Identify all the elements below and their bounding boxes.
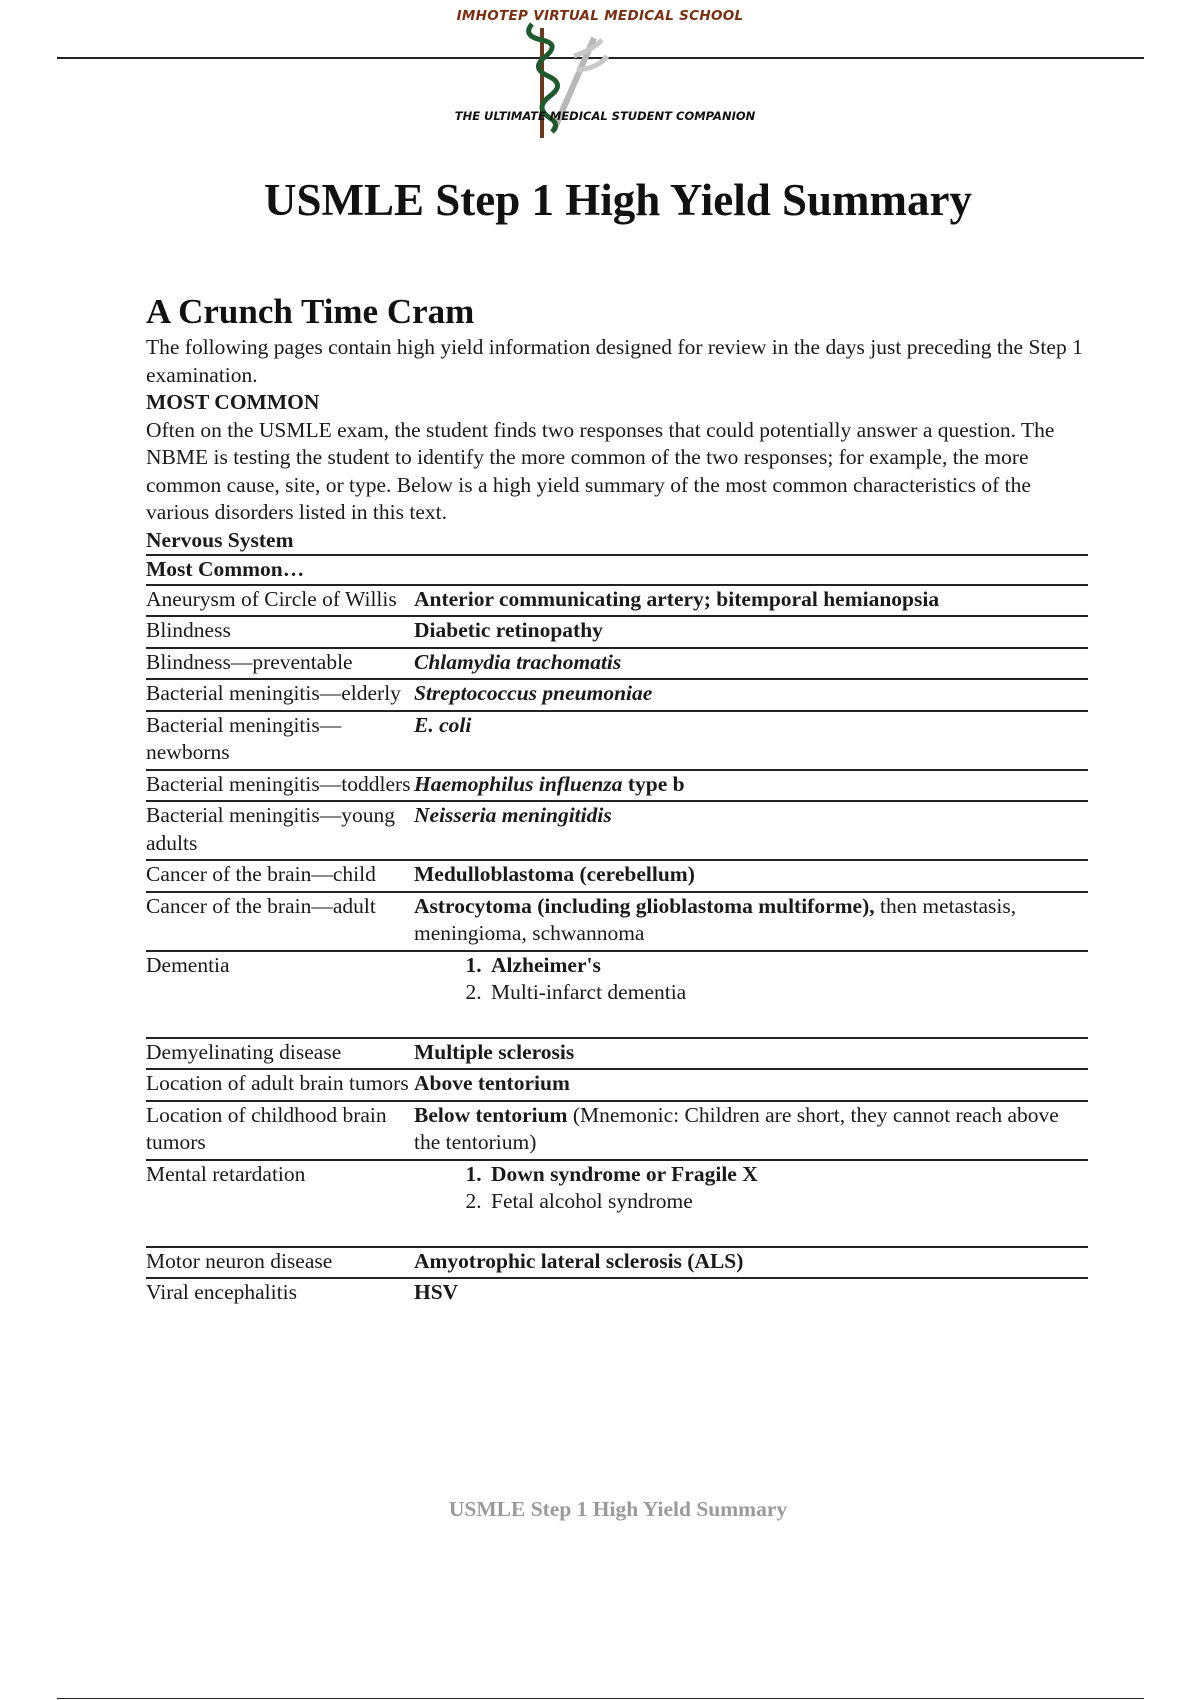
tagline: THE ULTIMATE MEDICAL STUDENT COMPANION: [454, 109, 756, 123]
list-item: 2. Fetal alcohol syndrome: [487, 1188, 1088, 1216]
row-term: Location of childhood brain tumors: [146, 1102, 387, 1154]
row-term: Bacterial meningitis—elderly: [146, 681, 401, 705]
row-answer: [414, 892, 1088, 951]
list-item: 1. Alzheimer's: [487, 952, 1088, 980]
row-answer: Above tentorium: [414, 1071, 570, 1095]
page-footer: USMLE Step 1 High Yield Summary: [448, 1497, 788, 1521]
answer-bold-part: Below tentorium: [414, 1102, 568, 1127]
table-row: [146, 711, 1088, 770]
answer-rest: then metastasis, meningioma, schwannoma: [414, 893, 1017, 945]
row-answer: [414, 951, 1088, 1038]
system-label: Nervous System: [146, 527, 1088, 557]
answer-list: [414, 952, 1088, 1035]
row-term: Bacterial meningitis—toddlers: [146, 771, 411, 796]
row-term: Bacterial meningitis—newborns: [146, 712, 342, 764]
table-row: [146, 679, 1088, 711]
table-header: Most Common…: [146, 556, 1088, 586]
table-row: [146, 616, 1088, 648]
row-term: Blindness: [146, 618, 231, 642]
row-term: Mental retardation: [146, 1161, 306, 1186]
row-term: Motor neuron disease: [146, 1248, 333, 1273]
table-row: [146, 648, 1088, 680]
row-term: Viral encephalitis: [146, 1280, 297, 1304]
row-term: Cancer of the brain—child: [146, 862, 376, 886]
row-term: Cancer of the brain—adult: [146, 893, 376, 918]
table-row: [146, 1038, 1088, 1070]
table-row: [146, 770, 1088, 802]
row-answer: Diabetic retinopathy: [414, 618, 603, 642]
table-row: [146, 1278, 1088, 1309]
school-name: IMHOTEP VIRTUAL MEDICAL SCHOOL: [456, 8, 744, 24]
document-title: USMLE Step 1 High Yield Summary: [264, 175, 972, 225]
intro-paragraph: The following pages contain high yield information designed for review in the days just preceding the Step 1 examination.: [146, 335, 1083, 387]
row-term: Aneurysm of Circle of Willis: [146, 586, 397, 611]
row-answer: Amyotrophic lateral sclerosis (ALS): [414, 1248, 744, 1273]
table-row: [146, 586, 1088, 617]
row-answer: Medulloblastoma (cerebellum): [414, 862, 695, 886]
table-row: [146, 1247, 1088, 1279]
row-answer: [414, 1101, 1088, 1160]
row-term: Location of adult brain tumors: [146, 1071, 409, 1095]
table-row: [146, 1101, 1088, 1160]
document-body: [146, 290, 1088, 1309]
most-common-heading: MOST COMMON: [146, 390, 320, 414]
answer-italic-part: Haemophilus influenza: [414, 771, 623, 796]
most-common-table: [146, 586, 1088, 1309]
table-row: [146, 892, 1088, 951]
row-answer: Multiple sclerosis: [414, 1039, 575, 1064]
row-term: Bacterial meningitis—young adults: [146, 803, 395, 855]
row-answer: [414, 770, 1088, 802]
section-heading: A Crunch Time Cram: [146, 292, 475, 331]
row-answer: E. coli: [414, 712, 472, 737]
table-row: [146, 1160, 1088, 1247]
most-common-paragraph: Often on the USMLE exam, the student finds two responses that could potentially answer a question. The NBME is testing the student to identify the more common of the two responses; for example, the more common cause, site, or type. Below is a high yield summary of the most common characteristics of the various disorders listed in this text.: [146, 417, 1055, 524]
row-term: Dementia: [146, 952, 230, 977]
table-row: [146, 1069, 1088, 1101]
footer-rule: [57, 1698, 1144, 1699]
row-term: Blindness—preventable: [146, 649, 353, 674]
table-row: [146, 860, 1088, 892]
answer-bold-part: Astrocytoma (including glioblastoma multiforme),: [414, 893, 875, 918]
answer-rest: (Mnemonic: Children are short, they cannot reach above the tentorium): [414, 1102, 1059, 1154]
row-answer: Neisseria meningitidis: [414, 803, 612, 827]
list-item: 1. Down syndrome or Fragile X: [487, 1161, 1088, 1189]
row-answer: Streptococcus pneumoniae: [414, 681, 653, 705]
list-item: 2. Multi-infarct dementia: [487, 979, 1088, 1007]
row-answer: [414, 1160, 1088, 1247]
answer-rest: type b: [622, 771, 685, 796]
answer-list: [414, 1161, 1088, 1244]
row-answer: HSV: [414, 1280, 459, 1304]
table-row: [146, 951, 1088, 1038]
row-answer: Chlamydia trachomatis: [414, 649, 622, 674]
row-term: Demyelinating disease: [146, 1039, 342, 1064]
table-row: [146, 801, 1088, 860]
row-answer: Anterior communicating artery; bitemporal hemianopsia: [414, 586, 940, 611]
